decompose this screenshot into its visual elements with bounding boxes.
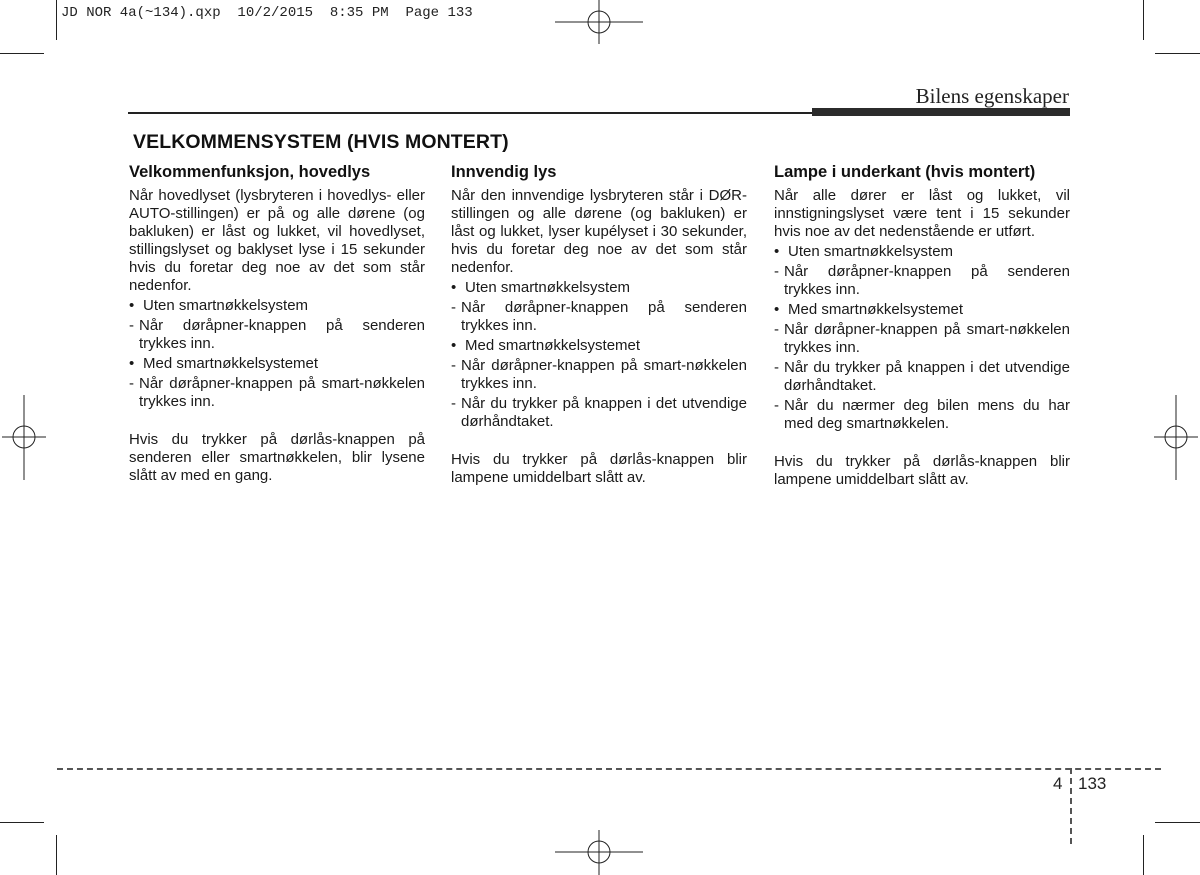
sub-item: - Når du nærmer deg bilen mens du har med deg smartnøkkelen.	[774, 397, 1070, 432]
sub-item: - Når døråpner-knappen på senderen trykkes inn.	[129, 317, 425, 352]
bullet-label: Med smartnøkkelsystemet	[788, 301, 964, 318]
section-rule-accent	[812, 108, 1070, 116]
column-interior-light	[451, 162, 747, 487]
section-name: Bilens egenskaper	[915, 84, 1069, 108]
column-heading: Velkommenfunksjon, hovedlys	[129, 163, 371, 181]
sub-item: - Når du trykker på knappen i det utvendige dørhåndtaket.	[774, 359, 1070, 394]
intro-text: Når alle dører er låst og lukket, vil innstigningslyset være tent i 15 sekunder hvis noe av det nedenstående er utført.	[774, 187, 1070, 240]
chapter-number: 4	[1053, 774, 1063, 793]
bullet-list	[129, 297, 425, 411]
closing-text: Hvis du trykker på dørlås-knappen på senderen eller smartnøkkelen, blir lysene slått av med en gang.	[129, 431, 425, 484]
bullet-label: Uten smartnøkkelsystem	[788, 243, 954, 260]
sub-item: - Når du trykker på knappen i det utvendige dørhåndtaket.	[451, 395, 747, 430]
intro-text: Når den innvendige lysbryteren står i DØR-stillingen og alle dørene (og bakluken) er låst og lukket, lyser kupélyset i 30 sekunder, hvis du foretar deg noe av det som står nedenfor.	[451, 187, 747, 276]
column-welcome-headlights	[129, 162, 425, 485]
bullet-label: Uten smartnøkkelsystem	[143, 297, 309, 314]
print-slug: JD NOR 4a(~134).qxp 10/2/2015 8:35 PM Page 133	[61, 5, 473, 21]
intro-text: Når hovedlyset (lysbryteren i hovedlys- eller AUTO-stillingen) er på og alle dørene (og bakluken) er låst og lukket, vil hovedlyset, stillingslyset og baklyset lyse i 15 sekunder hvis du foretar deg noe av det som står nedenfor.	[129, 187, 425, 294]
list-item: • Med smartnøkkelsystemet - Når døråpner-knappen på smart-nøkkelen trykkes inn. - Når du trykker på knappen i det utvendige dørhåndtaket.	[451, 337, 747, 430]
column-heading: Innvendig lys	[451, 163, 557, 181]
bullet-label: Med smartnøkkelsystemet	[465, 337, 641, 354]
page-number: 133	[1078, 774, 1107, 793]
bullet-list	[774, 243, 1070, 433]
list-item: • Uten smartnøkkelsystem - Når døråpner-knappen på senderen trykkes inn.	[451, 279, 747, 334]
bullet-label: Med smartnøkkelsystemet	[143, 355, 319, 372]
list-item: • Med smartnøkkelsystemet - Når døråpner-knappen på smart-nøkkelen trykkes inn.	[129, 355, 425, 410]
sub-item: - Når døråpner-knappen på smart-nøkkelen trykkes inn.	[451, 357, 747, 392]
list-item: • Med smartnøkkelsystemet - Når døråpner-knappen på smart-nøkkelen trykkes inn. - Når du trykker på knappen i det utvendige dørhåndtaket. - Når du nærmer deg bilen mens du har med deg smartnøkkelen.	[774, 301, 1070, 432]
sub-item: - Når døråpner-knappen på smart-nøkkelen trykkes inn.	[774, 321, 1070, 356]
sub-item: - Når døråpner-knappen på smart-nøkkelen trykkes inn.	[129, 375, 425, 410]
footer-rule	[57, 768, 1161, 770]
closing-text: Hvis du trykker på dørlås-knappen blir lampene umiddelbart slått av.	[451, 451, 747, 486]
main-heading: VELKOMMENSYSTEM (HVIS MONTERT)	[133, 131, 509, 153]
bullet-list	[451, 279, 747, 431]
page-number-separator	[1070, 768, 1072, 844]
list-item: • Uten smartnøkkelsystem - Når døråpner-knappen på senderen trykkes inn.	[774, 243, 1070, 298]
closing-text: Hvis du trykker på dørlås-knappen blir lampene umiddelbart slått av.	[774, 453, 1070, 488]
bullet-label: Uten smartnøkkelsystem	[465, 279, 631, 296]
list-item: • Uten smartnøkkelsystem - Når døråpner-knappen på senderen trykkes inn.	[129, 297, 425, 352]
column-heading: Lampe i underkant (hvis montert)	[774, 163, 1036, 181]
section-rule	[128, 112, 812, 114]
column-underside-lamp	[774, 162, 1070, 489]
sub-item: - Når døråpner-knappen på senderen trykkes inn.	[451, 299, 747, 334]
sub-item: - Når døråpner-knappen på senderen trykkes inn.	[774, 263, 1070, 298]
